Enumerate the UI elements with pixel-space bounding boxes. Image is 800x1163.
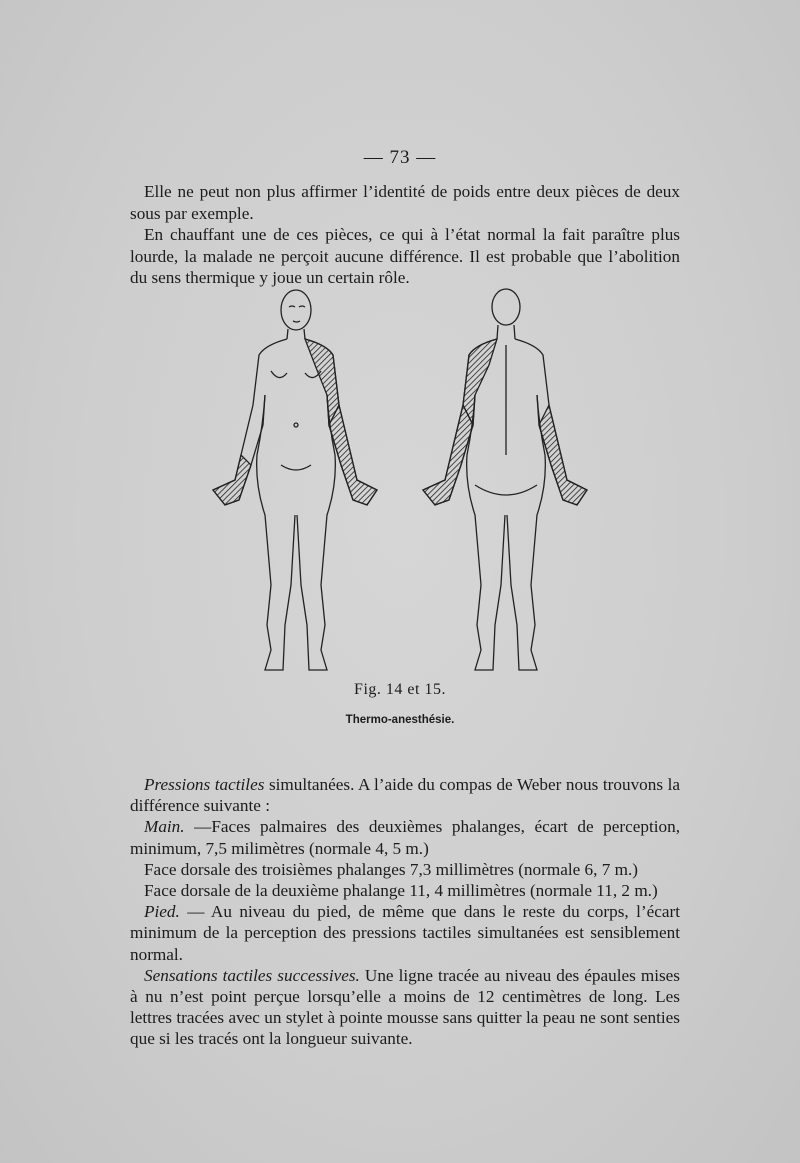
paragraph: Elle ne peut non plus affirmer l’identité de poids entre deux pièces de deux sous par exemple.	[130, 182, 680, 223]
paragraph-successives: Sensations tactiles successives. Une ligne tracée au niveau des épaules mises à nu n’est point perçue lorsqu’elle a moins de 12 centimètres de long. Les lettres tracées avec un stylet à pointe mousse sans quitter la peau ne sont senties que si les tracés ont la longueur suivante.	[130, 965, 680, 1049]
page-number: — 73 —	[363, 147, 437, 168]
body-figures-illustration	[195, 285, 615, 677]
paragraph-main: Main. —Faces palmaires des deuxièmes phalanges, écart de perception, minimum, 7,5 milimètres (normale 4, 5 m.)	[130, 817, 680, 858]
front-figure	[213, 290, 377, 670]
paragraph-dorsale-2: Face dorsale de la deuxième phalange 11, 4 millimètres (normale 11, 2 m.)	[144, 881, 658, 901]
section-title: Sensations tactiles successives.	[144, 965, 360, 985]
top-text-block	[130, 181, 680, 289]
back-figure	[423, 289, 587, 670]
label-pied: Pied.	[144, 902, 180, 922]
section-title: Pressions tactiles	[144, 775, 265, 794]
paragraph-dorsale-3: Face dorsale des troisièmes phalanges 7,3 millimètres (normale 6, 7 m.)	[144, 859, 639, 879]
paragraph: En chauffant une de ces pièces, ce qui à l’état normal la fait paraître plus lourde, la malade ne perçoit aucune différence. Il est probable que l’abolition du sens thermique y joue un certain rôle.	[130, 225, 680, 287]
bottom-text-block	[130, 774, 680, 1050]
paragraph-pressions: Pressions tactiles simultanées. A l’aide du compas de Weber nous trouvons la différence suivante :	[130, 775, 680, 816]
label-main: Main.	[144, 817, 185, 837]
figure-subcaption: Thermo-anesthésie.	[345, 714, 455, 726]
figure-caption: Fig. 14 et 15.	[354, 681, 446, 698]
paragraph-pied: Pied. — Au niveau du pied, de même que dans le reste du corps, l’écart minimum de la perception des pressions tactiles simultanées est sensiblement normal.	[130, 902, 680, 964]
